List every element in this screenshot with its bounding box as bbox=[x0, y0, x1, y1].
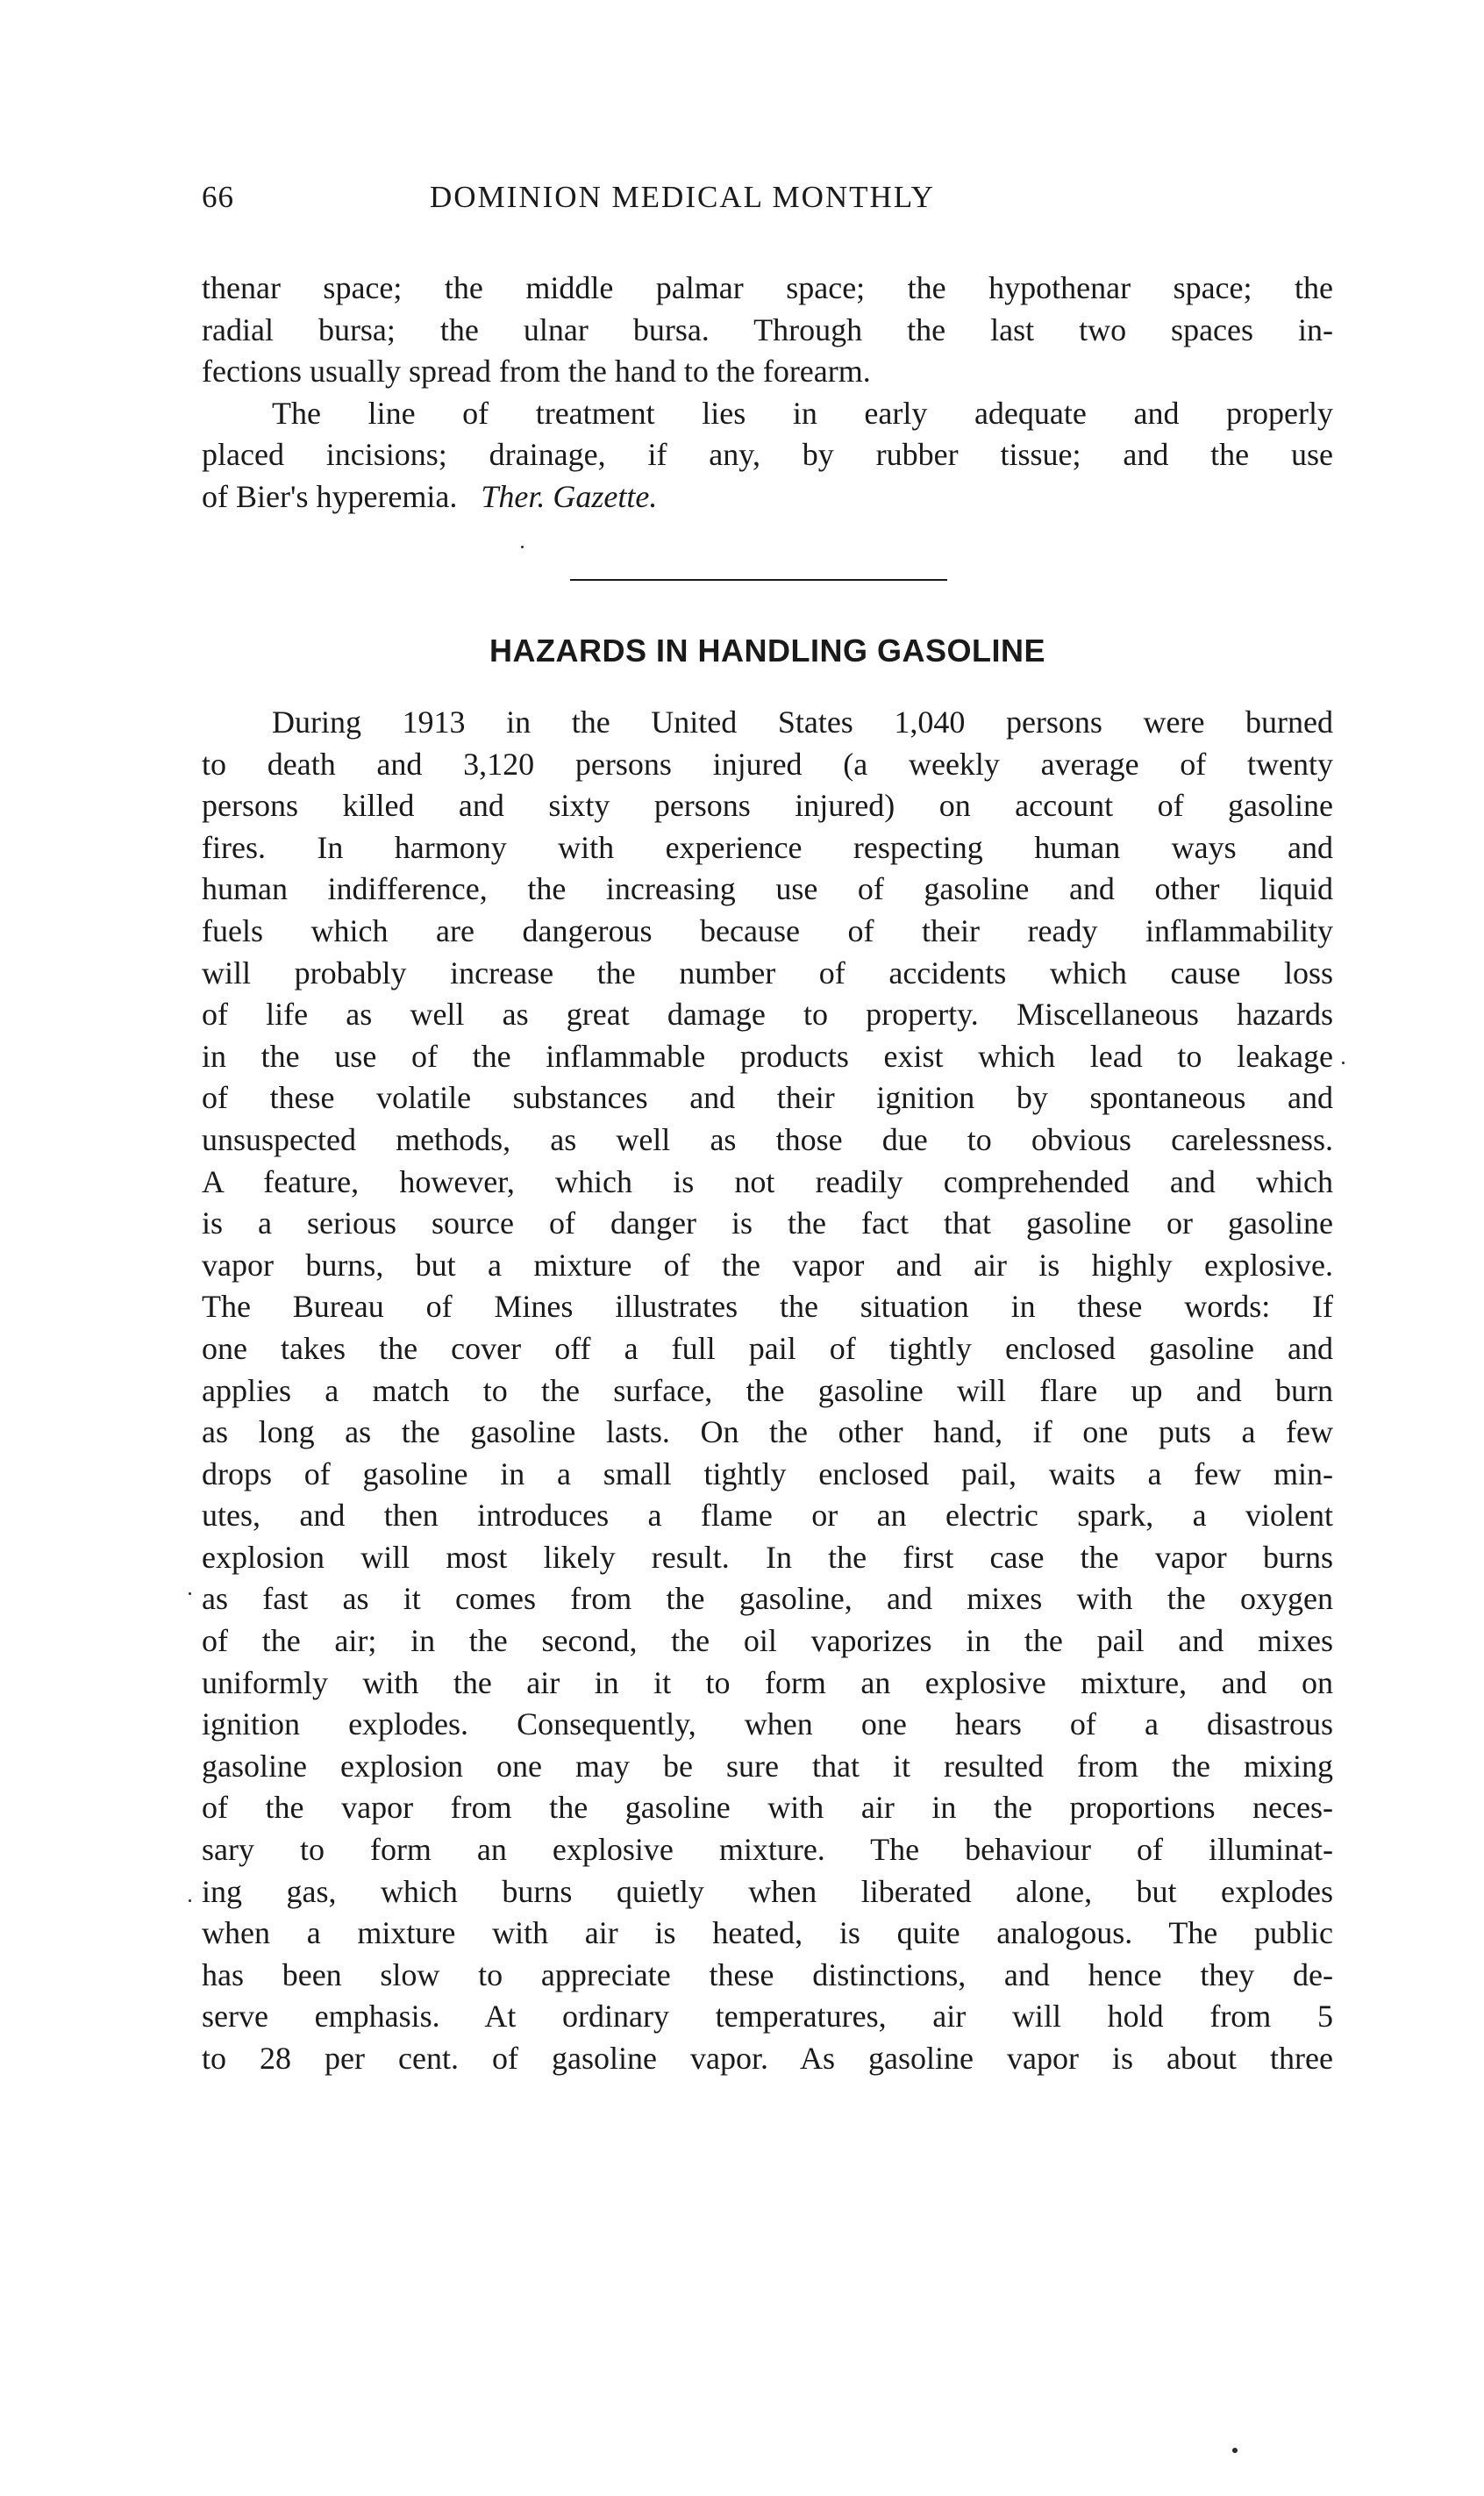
text-line: explosion will most likely result. In the first case the vapor burns bbox=[202, 1539, 1333, 1575]
text-line: vapor burns, but a mixture of the vapor and air is highly explosive. bbox=[202, 1247, 1333, 1283]
text-line: The Bureau of Mines illustrates the situation in these words: If bbox=[202, 1289, 1333, 1325]
text-line: The line of treatment lies in early adequate and properly bbox=[272, 395, 1333, 431]
continued-text bbox=[202, 268, 1333, 519]
text-line: as fast as it comes from the gasoline, and mixes with the oxygen bbox=[202, 1581, 1333, 1617]
text-line: to death and 3,120 persons injured (a weekly average of twenty bbox=[202, 746, 1333, 782]
text-line: During 1913 in the United States 1,040 persons were burned bbox=[272, 704, 1333, 740]
text-line: applies a match to the surface, the gasoline will flare up and burn bbox=[202, 1372, 1333, 1408]
text-line: A feature, however, which is not readily comprehended and which bbox=[202, 1163, 1333, 1199]
text-line: of the air; in the second, the oil vaporizes in the pail and mixes bbox=[202, 1623, 1333, 1659]
running-head: DOMINION MEDICAL MONTHLY bbox=[430, 180, 935, 214]
page-number: 66 bbox=[202, 180, 234, 214]
text-line: uniformly with the air in it to form an explosive mixture, and on bbox=[202, 1664, 1333, 1700]
text-line: as long as the gasoline lasts. On the other hand, if one puts a few bbox=[202, 1414, 1333, 1450]
text-line: sary to form an explosive mixture. The behaviour of illuminat- bbox=[202, 1832, 1333, 1868]
text-line: fuels which are dangerous because of their ready inflammability bbox=[202, 912, 1333, 948]
print-speck bbox=[189, 1592, 191, 1595]
text-line: human indifference, the increasing use of gasoline and other liquid bbox=[202, 871, 1333, 907]
text-line: persons killed and sixty persons injured) on account of gasoline bbox=[202, 788, 1333, 824]
text-line: radial bursa; the ulnar bursa. Through the last two spaces in- bbox=[202, 311, 1333, 347]
print-speck bbox=[189, 1899, 191, 1902]
text-line: gasoline explosion one may be sure that it resulted from the mixing bbox=[202, 1748, 1333, 1784]
text-fragment: of Bier's hyperemia. bbox=[202, 478, 458, 514]
text-line: in the use of the inflammable products exist which lead to leakage bbox=[202, 1038, 1333, 1074]
text-line: when a mixture with air is heated, is quite analogous. The public bbox=[202, 1915, 1333, 1951]
text-line: drops of gasoline in a small tightly enclosed pail, waits a few min- bbox=[202, 1455, 1333, 1491]
text-line: is a serious source of danger is the fact that gasoline or gasoline bbox=[202, 1205, 1333, 1241]
source-citation: Ther. Gazette. bbox=[481, 478, 658, 514]
text-line: will probably increase the number of accidents which cause loss bbox=[202, 955, 1333, 991]
text-line: serve emphasis. At ordinary temperatures, air will hold from 5 bbox=[202, 1999, 1333, 2035]
text-line: utes, and then introduces a flame or an electric spark, a violent bbox=[202, 1498, 1333, 1534]
text-line: has been slow to appreciate these distinctions, and hence they de- bbox=[202, 1956, 1333, 1992]
text-line: of life as well as great damage to property. Miscellaneous hazards bbox=[202, 997, 1333, 1033]
article-title: HAZARDS IN HANDLING GASOLINE bbox=[489, 633, 1045, 669]
print-speck bbox=[1342, 1062, 1345, 1064]
text-line: ing gas, which burns quietly when liberated alone, but explodes bbox=[202, 1873, 1333, 1909]
print-speck bbox=[521, 546, 524, 548]
text-line: thenar space; the middle palmar space; the hypothenar space; the bbox=[202, 270, 1333, 305]
text-line: one takes the cover off a full pail of tightly enclosed gasoline and bbox=[202, 1330, 1333, 1366]
text-line: ignition explodes. Consequently, when one hears of a disastrous bbox=[202, 1706, 1333, 1742]
article-body bbox=[202, 702, 1333, 2080]
section-divider bbox=[570, 579, 947, 581]
text-line: placed incisions; drainage, if any, by rubber tissue; and the use bbox=[202, 437, 1333, 473]
page-header bbox=[202, 175, 1333, 219]
text-line: fections usually spread from the hand to the forearm. bbox=[202, 354, 871, 390]
text-line-with-citation bbox=[202, 476, 1333, 519]
text-line: unsuspected methods, as well as those due to obvious carelessness. bbox=[202, 1121, 1333, 1157]
text-line: of the vapor from the gasoline with air in the proportions neces- bbox=[202, 1790, 1333, 1826]
text-line: to 28 per cent. of gasoline vapor. As gasoline vapor is about three bbox=[202, 2041, 1333, 2076]
text-line: of these volatile substances and their ignition by spontaneous and bbox=[202, 1080, 1333, 1116]
text-line: fires. In harmony with experience respecting human ways and bbox=[202, 829, 1333, 865]
print-speck bbox=[1232, 2448, 1238, 2453]
